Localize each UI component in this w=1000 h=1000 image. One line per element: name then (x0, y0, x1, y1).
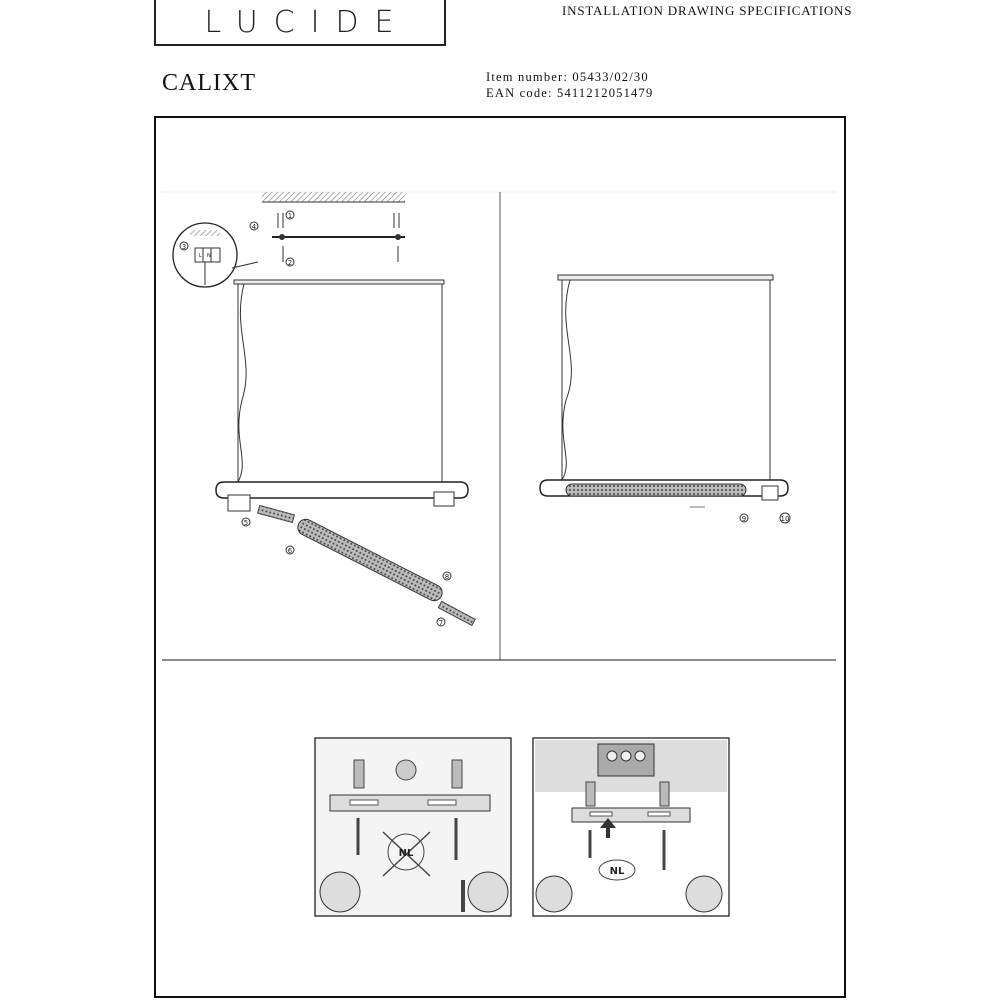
step-number: 2 (287, 259, 293, 267)
product-name: CALIXT (162, 70, 256, 96)
brand-logo: LUCIDE (154, 0, 446, 46)
step-number: 5 (243, 519, 249, 527)
right-panel-drawing (540, 275, 790, 523)
step-number: 10 (780, 515, 790, 523)
bracket-detail-right (533, 738, 729, 916)
item-number-label: Item number: (486, 70, 569, 84)
step-number: 1 (287, 212, 293, 220)
document-title: INSTALLATION DRAWING SPECIFICATIONS (562, 3, 853, 18)
nl-badge: NL (398, 848, 414, 859)
step-number: 4 (251, 223, 257, 231)
terminal-label: N (207, 253, 211, 259)
bracket-detail-left (315, 738, 511, 916)
step-number: 3 (181, 243, 187, 251)
item-number: 05433/02/30 (572, 70, 649, 84)
step-number: 9 (741, 515, 747, 523)
ean-label: EAN code: (486, 86, 553, 100)
nl-badge: NL (609, 866, 625, 877)
ean-code: 5411212051479 (557, 86, 654, 100)
step-number: 7 (438, 619, 444, 627)
terminal-label: L (199, 253, 202, 259)
step-number: 8 (444, 573, 450, 581)
left-panel-drawing (173, 192, 475, 627)
step-number: 6 (287, 547, 293, 555)
